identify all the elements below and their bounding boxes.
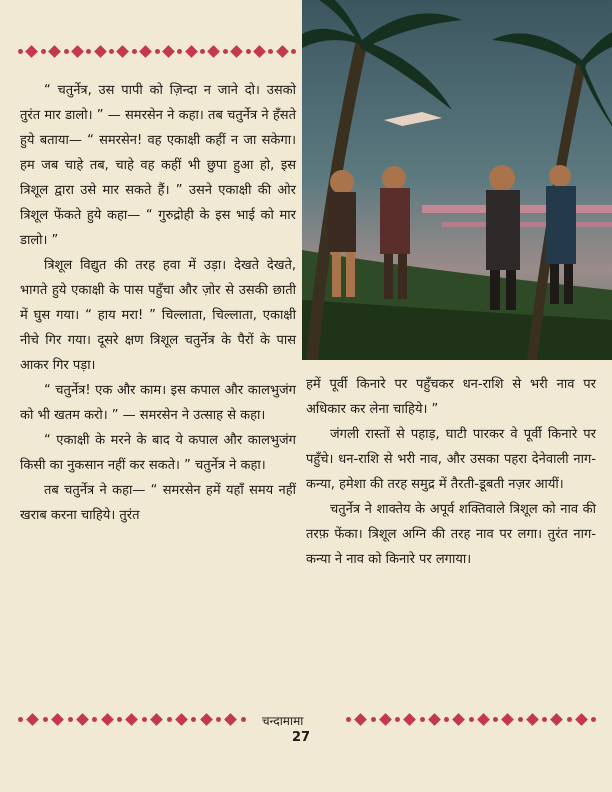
- paragraph: “ चतुर्नेत्र, उस पापी को ज़िन्दा न जाने दो। उसको तुरंत मार डालो। ” — समरसेन ने कहा। तब चतुर्नेत्र ने हँसते हुये बताया— “ समरसेन! वह एकाक्षी कहीं न जा सकेगा। हम जब चाहे तब, चाहे वह कहीं भी छुपा हुआ हो, इस त्रिशूल द्वारा उसे मार सकते हैं। ” उसने एकाक्षी की ओर त्रिशूल फेंकते हुये कहा— “ गुरुद्रोही के इस भाई को मार डालो। ”: [20, 83, 296, 248]
- bottom-left-ornament-border: [18, 712, 246, 726]
- paragraph: “ एकाक्षी के मरने के बाद ये कपाल और कालभुजंग किसी का नुकसान नहीं कर सकते। ” चतुर्नेत्र ने कहा।: [20, 433, 296, 473]
- page-number: 27: [292, 730, 311, 745]
- top-ornament-border: [18, 44, 296, 58]
- paragraph: चतुर्नेत्र ने शाक्तेय के अपूर्व शक्तिवाले त्रिशूल को नाव की तरफ़ फेंका। त्रिशूल अग्नि की तरह नाव पर लगा। तुरंत नाग-कन्या ने नाव को किनारे पर लगाया।: [306, 502, 596, 567]
- magazine-title: चन्दामामा: [262, 714, 304, 728]
- paragraph: “ चतुर्नेत्र! एक और काम। इस कपाल और कालभुजंग को भी खतम करो। ” — समरसेन ने उत्साह से कहा।: [20, 383, 296, 423]
- paragraph: त्रिशूल विद्युत की तरह हवा में उड़ा। देखते देखते, भागते हुये एकाक्षी के पास पहुँचा और ज़ोर से उसकी छाती में घुस गया। “ हाय मरा! ” चिल्लाता, चिल्लाता, एकाक्षी नीचे गिर गया। दूसरे क्षण त्रिशूल चतुर्नेत्र के पैरों के पास आकर गिर पड़ा।: [20, 258, 296, 373]
- left-text-column: [20, 78, 296, 528]
- bottom-right-ornament-border: [346, 712, 596, 726]
- story-illustration: [302, 0, 612, 360]
- right-text-column: [306, 372, 596, 572]
- illustration-graphic: [302, 0, 612, 360]
- paragraph: तब चतुर्नेत्र ने कहा— “ समरसेन हमें यहाँ समय नहीं खराब करना चाहिये। तुरंत: [20, 483, 296, 523]
- paragraph: जंगली रास्तों से पहाड़, घाटी पारकर वे पूर्वी किनारे पर पहुँचे। धन-राशि से भरी नाव, और उसका पहरा देनेवाली नाग-कन्या, हमेशा की तरह समुद्र में तैरती-डूबती नज़र आयीं।: [306, 427, 596, 492]
- paragraph: हमें पूर्वी किनारे पर पहुँचकर धन-राशि से भरी नाव पर अधिकार कर लेना चाहिये। ”: [306, 377, 596, 417]
